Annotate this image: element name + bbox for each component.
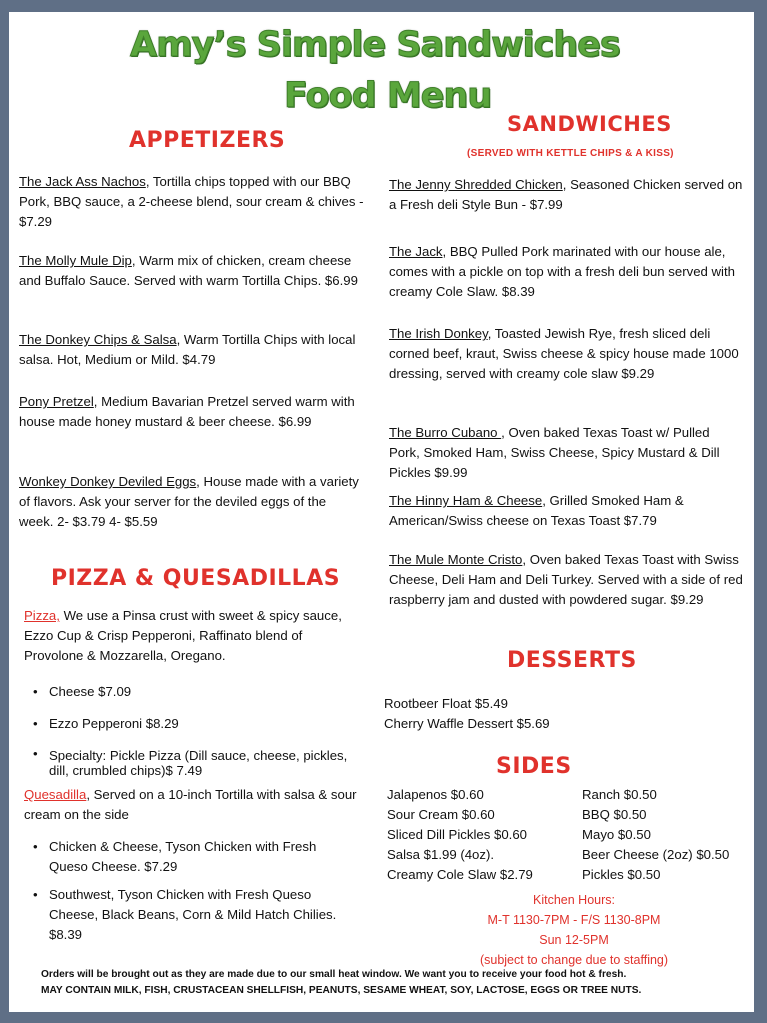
item-name: The Jack Ass Nachos	[19, 174, 146, 189]
side-item: Sour Cream $0.60	[387, 807, 495, 822]
item-desc: , Tortilla chips topped with our BBQ Pork, BBQ sauce, a 2-cheese blend, sour cream & chives - $7.29	[19, 174, 364, 229]
hours-note: (subject to change due to staffing)	[479, 953, 669, 967]
sandwiches-heading: SANDWICHES	[507, 112, 672, 136]
hours-sunday: Sun 12-5PM	[539, 933, 609, 947]
hours-weekday: M-T 1130-7PM - F/S 1130-8PM	[487, 913, 661, 927]
item-name: The Jenny Shredded Chicken	[389, 177, 563, 192]
dessert-item: Cherry Waffle Dessert $5.69	[384, 716, 550, 731]
side-item: Jalapenos $0.60	[387, 787, 484, 802]
item-name: Pony Pretzel	[19, 394, 94, 409]
item-name: Pizza,	[24, 608, 60, 623]
item-name: The Jack	[389, 244, 443, 259]
quesadilla-options-list	[19, 837, 354, 945]
sides-heading: SIDES	[496, 754, 572, 779]
allergen-warning: MAY CONTAIN MILK, FISH, CRUSTACEAN SHELLFISH, PEANUTS, SESAME WHEAT, SOY, LACTOSE, EGGS OR TREE NUTS.	[41, 985, 642, 996]
menu-subtitle: Food Menu	[284, 76, 492, 116]
pizza-heading: PIZZA & QUESADILLAS	[51, 566, 341, 591]
sides-left-list	[387, 785, 533, 885]
item-desc: , Medium Bavarian Pretzel served warm with house made honey mustard & beer cheese. $6.99	[19, 394, 355, 429]
menu-item	[389, 491, 744, 531]
item-name: Wonkey Donkey Deviled Eggs	[19, 474, 197, 489]
side-item: Pickles $0.50	[582, 867, 661, 882]
item-name: The Molly Mule Dip	[19, 253, 132, 268]
item-desc: , Seasoned Chicken served on a Fresh deli Style Bun - $7.99	[389, 177, 743, 212]
menu-item	[389, 423, 734, 483]
item-desc: , Grilled Smoked Ham & American/Swiss cheese on Texas Toast $7.79	[389, 493, 684, 528]
item-desc: , BBQ Pulled Pork marinated with our house ale, comes with a pickle on top with a fresh deli bun served with creamy Cole Slaw. $8.39	[389, 244, 735, 299]
list-item: • Specialty: Pickle Pizza (Dill sauce, cheese, pickles, dill, crumbled chips)$ 7.49	[19, 746, 369, 778]
list-item: • Southwest, Tyson Chicken with Fresh Queso Cheese, Black Beans, Corn & Mild Hatch Chilies. $8.39	[19, 885, 354, 945]
item-desc: , Served on a 10-inch Tortilla with salsa & sour cream on the side	[24, 787, 357, 822]
side-item: Ranch $0.50	[582, 787, 657, 802]
list-item: • Chicken & Cheese, Tyson Chicken with Fresh Queso Cheese. $7.29	[19, 837, 354, 877]
desserts-heading: DESSERTS	[507, 648, 637, 673]
sandwiches-note: (SERVED WITH KETTLE CHIPS & A KISS)	[467, 148, 674, 159]
sides-right-list	[582, 785, 729, 885]
list-item: • Ezzo Pepperoni $8.29	[19, 714, 369, 734]
menu-item	[389, 242, 744, 302]
hours-label: Kitchen Hours:	[533, 893, 615, 907]
side-item: Salsa $1.99 (4oz).	[387, 847, 495, 862]
menu-title: Amy’s Simple Sandwiches	[130, 25, 620, 65]
menu-item	[389, 550, 754, 610]
menu-item	[19, 172, 364, 232]
item-desc: , House made with a variety of flavors. Ask your server for the deviled eggs of the week. 2- $3.79 4- $5.59	[19, 474, 359, 529]
item-name: The Hinny Ham & Cheese	[389, 493, 543, 508]
kitchen-hours	[449, 890, 699, 970]
item-name: The Irish Donkey	[389, 326, 488, 341]
dessert-item: Rootbeer Float $5.49	[384, 696, 508, 711]
item-desc: , Warm Tortilla Chips with local salsa. Hot, Medium or Mild. $4.79	[19, 332, 356, 367]
pizza-options-list	[19, 682, 369, 778]
menu-item	[19, 472, 364, 532]
item-desc: , Oven baked Texas Toast w/ Pulled Pork, Smoked Ham, Swiss Cheese, Spicy Mustard & Dill Pickles $9.99	[389, 425, 720, 480]
side-item: Creamy Cole Slaw $2.79	[387, 867, 533, 882]
menu-item	[389, 324, 749, 384]
menu-item	[389, 175, 744, 215]
appetizers-heading: APPETIZERS	[129, 128, 286, 153]
item-desc: , Warm mix of chicken, cream cheese and Buffalo Sauce. Served with warm Tortilla Chips. $6.99	[19, 253, 358, 288]
side-item: BBQ $0.50	[582, 807, 647, 822]
pizza-description	[24, 606, 364, 666]
menu-item	[19, 392, 364, 432]
menu-item	[19, 330, 364, 370]
menu-item	[19, 251, 364, 291]
item-name: The Donkey Chips & Salsa	[19, 332, 177, 347]
item-desc: , Toasted Jewish Rye, fresh sliced deli corned beef, kraut, Swiss cheese & spicy house made 1000 dressing, served with creamy cole slaw $9.29	[389, 326, 739, 381]
list-item: • Cheese $7.09	[19, 682, 369, 702]
item-desc: We use a Pinsa crust with sweet & spicy sauce, Ezzo Cup & Crisp Pepperoni, Raffinato blend of Provolone & Mozzarella, Oregano.	[24, 608, 342, 663]
quesadilla-description	[24, 785, 364, 825]
side-item: Mayo $0.50	[582, 827, 651, 842]
item-name: The Mule Monte Cristo	[389, 552, 523, 567]
item-desc: , Oven baked Texas Toast with Swiss Cheese, Deli Ham and Deli Turkey. Served with a side of red raspberry jam and dusted with powdered sugar. $9.29	[389, 552, 743, 607]
menu-page	[9, 12, 754, 1012]
side-item: Sliced Dill Pickles $0.60	[387, 827, 527, 842]
footer-note: Orders will be brought out as they are made due to our small heat window. We want you to receive your food hot & fresh.	[41, 969, 627, 980]
side-item: Beer Cheese (2oz) $0.50	[582, 847, 730, 862]
item-name: The Burro Cubano	[389, 425, 502, 440]
item-name: Quesadilla	[24, 787, 87, 802]
